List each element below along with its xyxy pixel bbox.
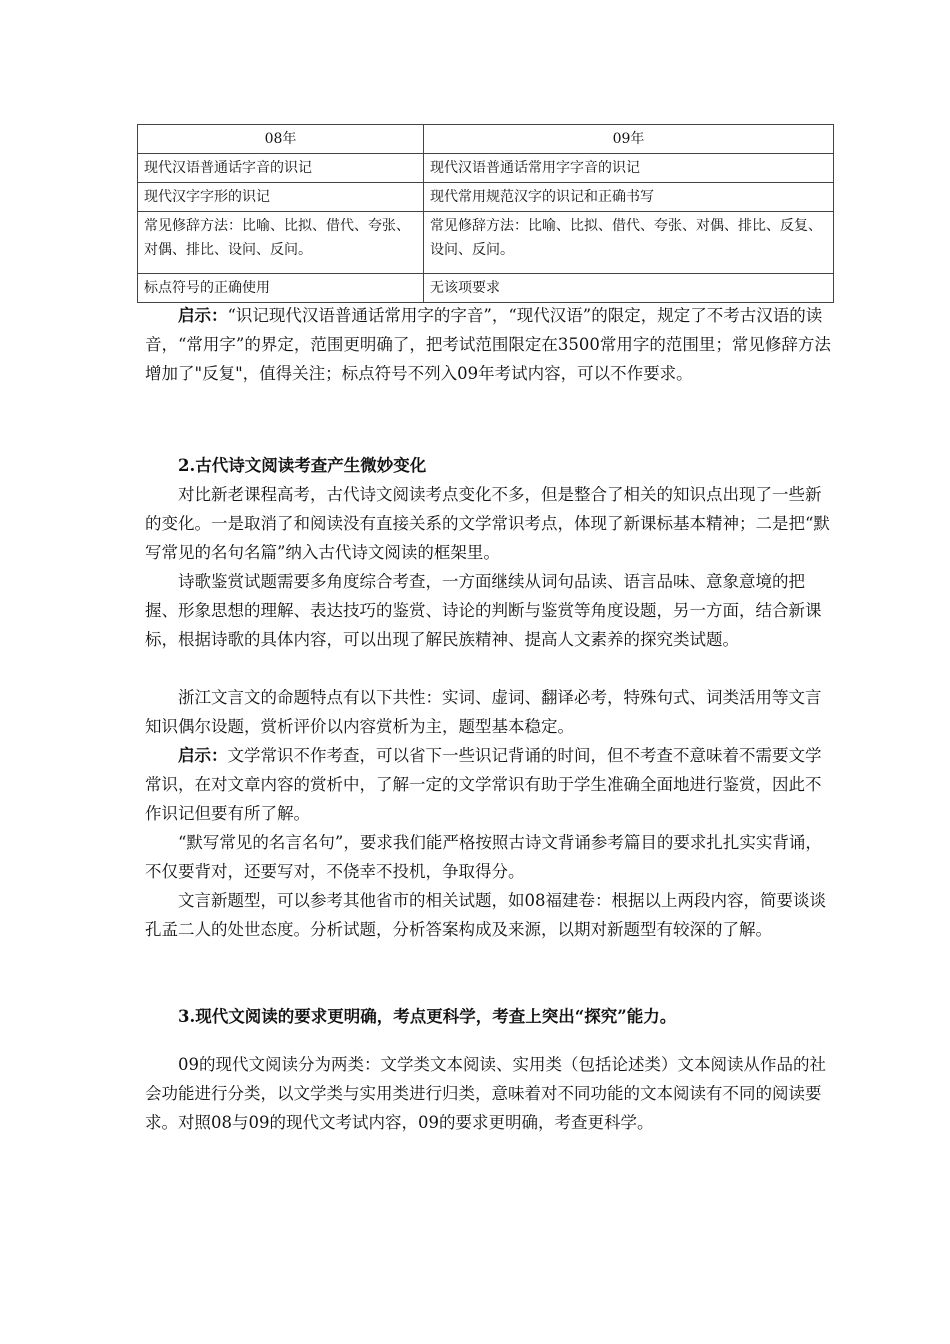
table-row (138, 183, 834, 212)
table-cell: 无该项要求 (424, 274, 834, 303)
qishi-label: 启示： (178, 746, 228, 765)
section-3-heading: 3.现代文阅读的要求更明确，考点更科学，考查上突出“探究”能力。 (178, 1007, 677, 1026)
table-cell: 常见修辞方法：比喻、比拟、借代、夸张、对偶、排比、反复、设问、反问。 (424, 212, 834, 274)
section-2-paragraph-1: 对比新老课程高考，古代诗文阅读考点变化不多，但是整合了相关的知识点出现了一些新的变化。一是取消了和阅读没有直接关系的文学常识考点，体现了新课标基本精神；二是把“默写常见的名句名篇”纳入古代诗文阅读的框架里。 (145, 485, 830, 562)
table-cell: 常见修辞方法：比喻、比拟、借代、夸张、对偶、排比、设问、反问。 (138, 212, 424, 274)
table-row (138, 154, 834, 183)
table-cell: 现代汉语普通话常用字字音的识记 (424, 154, 834, 183)
comparison-table (137, 124, 834, 303)
qishi-text: 文学常识不作考查，可以省下一些识记背诵的时间，但不考查不意味着不需要文学常识，在对文章内容的赏析中，了解一定的文学常识有助于学生准确全面地进行鉴赏，因此不作识记但要有所了解。 (145, 746, 822, 823)
qishi-paragraph-2 (145, 741, 835, 828)
section-2-paragraph-2: 诗歌鉴赏试题需要多角度综合考查，一方面继续从词句品读、语言品味、意象意境的把握、形象思想的理解、表达技巧的鉴赏、诗论的判断与鉴赏等角度设题，另一方面，结合新课标，根据诗歌的具体内容，可以出现了解民族精神、提高人文素养的探究类试题。 (145, 572, 822, 649)
table-header-09: 09年 (424, 125, 834, 154)
section-3-paragraph-1: 09的现代文阅读分为两类：文学类文本阅读、实用类（包括论述类）文本阅读从作品的社会功能进行分类，以文学类与实用类进行归类，意味着对不同功能的文本阅读有不同的阅读要求。对照08与09的现代文考试内容，09的要求更明确，考查更科学。 (145, 1055, 826, 1132)
table-row (138, 212, 834, 274)
table-cell: 现代常用规范汉字的识记和正确书写 (424, 183, 834, 212)
table-header-08: 08年 (138, 125, 424, 154)
qishi-label: 启示： (178, 306, 228, 325)
table-row (138, 274, 834, 303)
qishi-text: “识记现代汉语普通话常用字的字音”，“现代汉语”的限定，规定了不考古汉语的读音，“常用字”的界定，范围更明确了，把考试范围限定在3500常用字的范围里；常见修辞方法增加了"反复"，值得关注；标点符号不列入09年考试内容，可以不作要求。 (145, 306, 831, 383)
qishi-paragraph-1 (145, 301, 835, 388)
section-2-heading: 2.古代诗文阅读考查产生微妙变化 (178, 456, 427, 475)
section-2-paragraph-3: 浙江文言文的命题特点有以下共性：实词、虚词、翻译必考，特殊句式、词类活用等文言知识偶尔设题，赏析评价以内容赏析为主，题型基本稳定。 (145, 688, 822, 736)
table-header-row (138, 125, 834, 154)
section-2-paragraph-4: “默写常见的名言名句”，要求我们能严格按照古诗文背诵参考篇目的要求扎扎实实背诵，不仅要背对，还要写对，不侥幸不投机，争取得分。 (145, 833, 822, 881)
table-cell: 现代汉语普通话字音的识记 (138, 154, 424, 183)
table-cell: 现代汉字字形的识记 (138, 183, 424, 212)
section-2-paragraph-5: 文言新题型，可以参考其他省市的相关试题，如08福建卷：根据以上两段内容，简要谈谈孔孟二人的处世态度。分析试题，分析答案构成及来源，以期对新题型有较深的了解。 (145, 891, 826, 939)
table-cell: 标点符号的正确使用 (138, 274, 424, 303)
